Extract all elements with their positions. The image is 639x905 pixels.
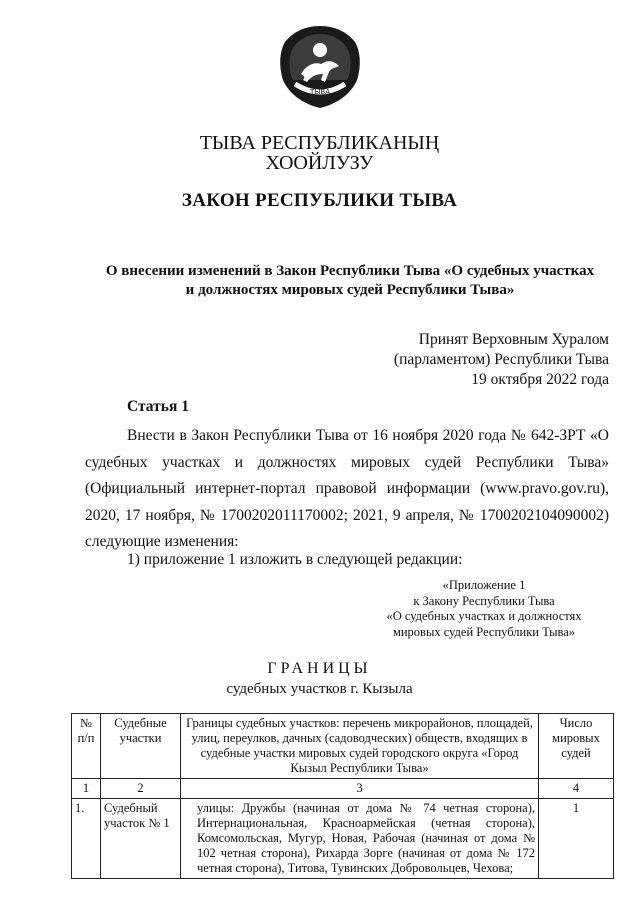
adoption-line-1: Принят Верховным Хуралом: [418, 331, 609, 348]
appendix-line-4: мировых судей Республики Тыва»: [392, 624, 576, 639]
law-title: ЗАКОН РЕСПУБЛИКИ ТЫВА: [181, 190, 458, 211]
adoption-info: [394, 330, 609, 390]
appendix-line-2: к Закону Республики Тыва: [413, 593, 555, 608]
org-name-line-2: ХООЙЛУЗУ: [265, 152, 374, 174]
index-cell: 3: [181, 779, 539, 799]
index-cell: 1: [72, 779, 101, 799]
row-boundaries: улицы: Дружбы (начиная от дома № 74 четная сторона), Интернациональная, Красноармейская (четная сторона), Комсомольская, Мугур, Новая, Рабочая (начиная от дома № 102 четная сторона), Рихарда Зорге (начиная от дома № 172 четная сторона), Титова, Тувинских Добровольцев, Чехова;: [181, 799, 539, 879]
table-row: [72, 799, 614, 879]
article-title: Статья 1: [127, 398, 189, 415]
index-cell: 4: [539, 779, 614, 799]
row-judges-count: 1: [539, 799, 614, 879]
table-index-row: [72, 779, 614, 799]
header-cell-judges: Число мировых судей: [539, 714, 614, 779]
header-cell-boundaries: Границы судебных участков: перечень микрорайонов, площадей, улиц, переулков, дачных (садоводческих) обществ, входящих в судебные участки мировых судей городского округа «Город Кызыл Республики Тыва»: [181, 714, 539, 779]
header-cell-districts: Судебные участки: [101, 714, 181, 779]
appendix-note: [369, 578, 599, 640]
court-districts-table: [71, 713, 614, 879]
org-name-line-1: ТЫВА РЕСПУБЛИКАНЫҢ: [199, 132, 440, 154]
article-text: Внести в Закон Республики Тыва от 16 ноября 2020 года № 642-ЗРТ «О судебных участках и должностях мировых судей Республики Тыва» (Официальный интернет-портал правовой информации (www.pravo.gov.ru), 2020, 17 ноября, № 1700202011170002; 2021, 9 апреля, № 1700202104090002) следующие изменения:: [85, 427, 609, 551]
emblem-text: ТЫВА: [309, 88, 331, 96]
index-cell: 2: [101, 779, 181, 799]
article-item-1: 1) приложение 1 изложить в следующей редакции:: [127, 551, 463, 568]
coat-of-arms-emblem: [277, 24, 363, 110]
table-header-row: [72, 714, 614, 779]
row-number: 1.: [72, 799, 101, 879]
law-subject-line-1: О внесении изменений в Закон Республики Тыва «О судебных участках: [105, 263, 595, 279]
row-district-name: Судебный участок № 1: [101, 799, 181, 879]
boundaries-title: ГРАНИЦЫ: [267, 660, 372, 677]
law-subject: [90, 262, 610, 300]
adoption-line-2: (парламентом) Республики Тыва: [393, 351, 609, 368]
adoption-date: 19 октября 2022 года: [471, 371, 609, 388]
header-cell-number: № п/п: [72, 714, 101, 779]
appendix-line-1: «Приложение 1: [442, 578, 526, 592]
boundaries-subtitle: судебных участков г. Кызыла: [226, 681, 413, 697]
appendix-line-3: «О судебных участках и должностях: [386, 609, 582, 623]
law-subject-line-2: и должностях мировых судей Республики Тыва»: [185, 282, 515, 298]
